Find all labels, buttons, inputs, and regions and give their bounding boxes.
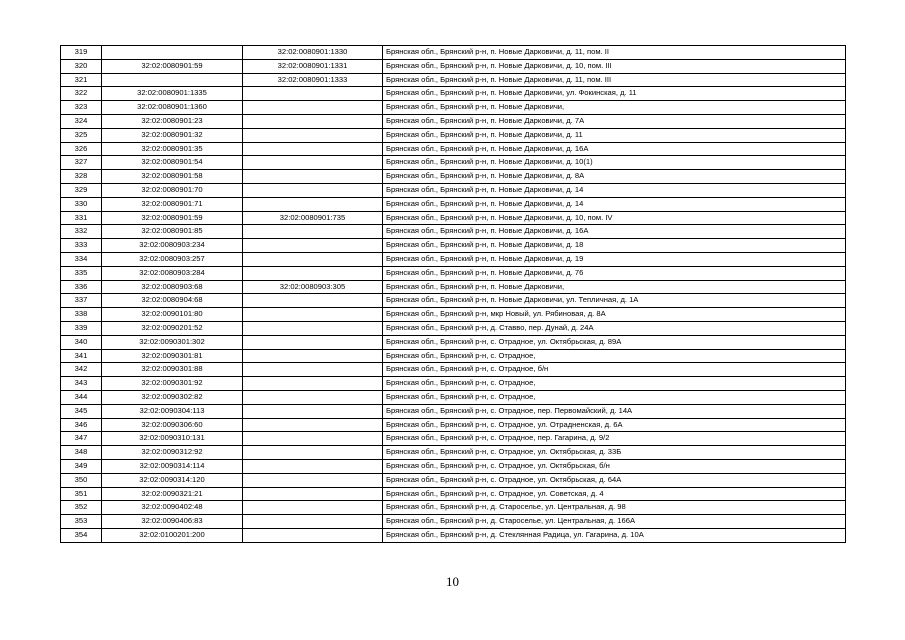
cadastral-number-cell: 32:02:0080903:234 bbox=[102, 239, 243, 253]
table-row bbox=[61, 101, 846, 115]
row-number-cell: 324 bbox=[61, 114, 102, 128]
address-cell: Брянская обл., Брянский р-н, д. Стеклянная Радица, ул. Гагарина, д. 10А bbox=[383, 528, 846, 542]
row-number-cell: 336 bbox=[61, 280, 102, 294]
row-number-cell: 332 bbox=[61, 225, 102, 239]
address-cell: Брянская обл., Брянский р-н, д. Староселье, ул. Центральная, д. 166А bbox=[383, 515, 846, 529]
table-row bbox=[61, 170, 846, 184]
cadastral-number-cell: 32:02:0090314:114 bbox=[102, 459, 243, 473]
address-cell: Брянская обл., Брянский р-н, п. Новые Дарковичи, д. 10, пом. III bbox=[383, 59, 846, 73]
related-cadastral-number-cell bbox=[243, 266, 383, 280]
related-cadastral-number-cell bbox=[243, 225, 383, 239]
row-number-cell: 351 bbox=[61, 487, 102, 501]
table-row bbox=[61, 432, 846, 446]
cadastral-number-cell: 32:02:0080901:1335 bbox=[102, 87, 243, 101]
table-row bbox=[61, 377, 846, 391]
related-cadastral-number-cell: 32:02:0080901:1331 bbox=[243, 59, 383, 73]
table-row bbox=[61, 515, 846, 529]
cadastral-number-cell: 32:02:0080901:54 bbox=[102, 156, 243, 170]
table-row bbox=[61, 294, 846, 308]
table-row bbox=[61, 156, 846, 170]
cadastral-number-cell: 32:02:0090301:88 bbox=[102, 363, 243, 377]
row-number-cell: 321 bbox=[61, 73, 102, 87]
address-cell: Брянская обл., Брянский р-н, с. Отрадное, пер. Первомайский, д. 14А bbox=[383, 404, 846, 418]
cadastral-number-cell: 32:02:0080903:68 bbox=[102, 280, 243, 294]
related-cadastral-number-cell bbox=[243, 418, 383, 432]
cadastral-number-cell: 32:02:0090406:83 bbox=[102, 515, 243, 529]
address-cell: Брянская обл., Брянский р-н, п. Новые Дарковичи, ул. Тепличная, д. 1А bbox=[383, 294, 846, 308]
related-cadastral-number-cell bbox=[243, 501, 383, 515]
row-number-cell: 353 bbox=[61, 515, 102, 529]
related-cadastral-number-cell bbox=[243, 321, 383, 335]
row-number-cell: 348 bbox=[61, 446, 102, 460]
table-row bbox=[61, 239, 846, 253]
table-row bbox=[61, 390, 846, 404]
related-cadastral-number-cell bbox=[243, 487, 383, 501]
table-row bbox=[61, 280, 846, 294]
row-number-cell: 335 bbox=[61, 266, 102, 280]
cadastral-number-cell: 32:02:0080901:70 bbox=[102, 183, 243, 197]
related-cadastral-number-cell bbox=[243, 335, 383, 349]
address-cell: Брянская обл., Брянский р-н, с. Отрадное, ул. Октябрьская, д. 89А bbox=[383, 335, 846, 349]
table-row bbox=[61, 404, 846, 418]
address-cell: Брянская обл., Брянский р-н, п. Новые Дарковичи, д. 10, пом. IV bbox=[383, 211, 846, 225]
related-cadastral-number-cell bbox=[243, 294, 383, 308]
row-number-cell: 328 bbox=[61, 170, 102, 184]
related-cadastral-number-cell bbox=[243, 114, 383, 128]
row-number-cell: 326 bbox=[61, 142, 102, 156]
row-number-cell: 329 bbox=[61, 183, 102, 197]
related-cadastral-number-cell bbox=[243, 432, 383, 446]
table-row bbox=[61, 308, 846, 322]
address-cell: Брянская обл., Брянский р-н, п. Новые Дарковичи, bbox=[383, 101, 846, 115]
related-cadastral-number-cell bbox=[243, 156, 383, 170]
cadastral-number-cell: 32:02:0080901:58 bbox=[102, 170, 243, 184]
cadastral-number-cell bbox=[102, 46, 243, 60]
cadastral-number-cell: 32:02:0090301:92 bbox=[102, 377, 243, 391]
table-row bbox=[61, 349, 846, 363]
cadastral-number-cell: 32:02:0080904:68 bbox=[102, 294, 243, 308]
address-cell: Брянская обл., Брянский р-н, п. Новые Дарковичи, д. 14 bbox=[383, 183, 846, 197]
row-number-cell: 354 bbox=[61, 528, 102, 542]
address-cell: Брянская обл., Брянский р-н, с. Отрадное, bbox=[383, 390, 846, 404]
address-cell: Брянская обл., Брянский р-н, с. Отрадное, ул. Советская, д. 4 bbox=[383, 487, 846, 501]
row-number-cell: 323 bbox=[61, 101, 102, 115]
table-row bbox=[61, 252, 846, 266]
table-row bbox=[61, 225, 846, 239]
row-number-cell: 343 bbox=[61, 377, 102, 391]
table-row bbox=[61, 87, 846, 101]
table-row bbox=[61, 487, 846, 501]
address-cell: Брянская обл., Брянский р-н, п. Новые Дарковичи, д. 18 bbox=[383, 239, 846, 253]
table-row bbox=[61, 459, 846, 473]
related-cadastral-number-cell bbox=[243, 101, 383, 115]
related-cadastral-number-cell: 32:02:0080903:305 bbox=[243, 280, 383, 294]
table-row bbox=[61, 418, 846, 432]
address-cell: Брянская обл., Брянский р-н, п. Новые Дарковичи, д. 76 bbox=[383, 266, 846, 280]
related-cadastral-number-cell bbox=[243, 252, 383, 266]
row-number-cell: 334 bbox=[61, 252, 102, 266]
row-number-cell: 320 bbox=[61, 59, 102, 73]
cadastral-number-cell: 32:02:0100201:200 bbox=[102, 528, 243, 542]
cadastral-number-cell: 32:02:0080901:1360 bbox=[102, 101, 243, 115]
related-cadastral-number-cell bbox=[243, 404, 383, 418]
cadastral-number-cell: 32:02:0090306:60 bbox=[102, 418, 243, 432]
cadastral-number-cell: 32:02:0090301:302 bbox=[102, 335, 243, 349]
table-row bbox=[61, 183, 846, 197]
table-row bbox=[61, 528, 846, 542]
related-cadastral-number-cell bbox=[243, 349, 383, 363]
table-row bbox=[61, 114, 846, 128]
cadastral-number-cell: 32:02:0090314:120 bbox=[102, 473, 243, 487]
row-number-cell: 339 bbox=[61, 321, 102, 335]
row-number-cell: 322 bbox=[61, 87, 102, 101]
related-cadastral-number-cell: 32:02:0080901:1330 bbox=[243, 46, 383, 60]
table-row bbox=[61, 473, 846, 487]
related-cadastral-number-cell: 32:02:0080901:1333 bbox=[243, 73, 383, 87]
row-number-cell: 330 bbox=[61, 197, 102, 211]
table-row bbox=[61, 363, 846, 377]
address-cell: Брянская обл., Брянский р-н, с. Отрадное, bbox=[383, 377, 846, 391]
cadastral-number-cell bbox=[102, 73, 243, 87]
related-cadastral-number-cell: 32:02:0080901:735 bbox=[243, 211, 383, 225]
cadastral-number-cell: 32:02:0090304:113 bbox=[102, 404, 243, 418]
address-cell: Брянская обл., Брянский р-н, с. Отрадное, ул. Октябрьская, д. 64А bbox=[383, 473, 846, 487]
related-cadastral-number-cell bbox=[243, 128, 383, 142]
address-cell: Брянская обл., Брянский р-н, с. Отрадное, ул. Октябрьская, д. 33Б bbox=[383, 446, 846, 460]
address-cell: Брянская обл., Брянский р-н, п. Новые Дарковичи, д. 10(1) bbox=[383, 156, 846, 170]
row-number-cell: 352 bbox=[61, 501, 102, 515]
related-cadastral-number-cell bbox=[243, 197, 383, 211]
table-row bbox=[61, 73, 846, 87]
related-cadastral-number-cell bbox=[243, 528, 383, 542]
table-row bbox=[61, 197, 846, 211]
related-cadastral-number-cell bbox=[243, 142, 383, 156]
row-number-cell: 327 bbox=[61, 156, 102, 170]
row-number-cell: 345 bbox=[61, 404, 102, 418]
table-row bbox=[61, 446, 846, 460]
address-cell: Брянская обл., Брянский р-н, п. Новые Дарковичи, д. 16А bbox=[383, 225, 846, 239]
row-number-cell: 347 bbox=[61, 432, 102, 446]
address-cell: Брянская обл., Брянский р-н, с. Отрадное, б/н bbox=[383, 363, 846, 377]
address-cell: Брянская обл., Брянский р-н, п. Новые Дарковичи, д. 16А bbox=[383, 142, 846, 156]
row-number-cell: 338 bbox=[61, 308, 102, 322]
address-cell: Брянская обл., Брянский р-н, п. Новые Дарковичи, ул. Фокинская, д. 11 bbox=[383, 87, 846, 101]
address-cell: Брянская обл., Брянский р-н, п. Новые Дарковичи, д. 8А bbox=[383, 170, 846, 184]
row-number-cell: 346 bbox=[61, 418, 102, 432]
page-number: 10 bbox=[446, 574, 459, 589]
registry-table-body bbox=[61, 46, 846, 543]
cadastral-number-cell: 32:02:0090312:92 bbox=[102, 446, 243, 460]
row-number-cell: 349 bbox=[61, 459, 102, 473]
row-number-cell: 319 bbox=[61, 46, 102, 60]
cadastral-number-cell: 32:02:0080901:71 bbox=[102, 197, 243, 211]
address-cell: Брянская обл., Брянский р-н, с. Отрадное, пер. Гагарина, д. 9/2 bbox=[383, 432, 846, 446]
table-row bbox=[61, 501, 846, 515]
cadastral-number-cell: 32:02:0080901:35 bbox=[102, 142, 243, 156]
address-cell: Брянская обл., Брянский р-н, мкр Новый, ул. Рябиновая, д. 8А bbox=[383, 308, 846, 322]
related-cadastral-number-cell bbox=[243, 446, 383, 460]
address-cell: Брянская обл., Брянский р-н, д. Староселье, ул. Центральная, д. 98 bbox=[383, 501, 846, 515]
address-cell: Брянская обл., Брянский р-н, с. Отрадное, ул. Отрадненская, д. 6А bbox=[383, 418, 846, 432]
cadastral-number-cell: 32:02:0090301:81 bbox=[102, 349, 243, 363]
related-cadastral-number-cell bbox=[243, 390, 383, 404]
table-row bbox=[61, 128, 846, 142]
row-number-cell: 341 bbox=[61, 349, 102, 363]
address-cell: Брянская обл., Брянский р-н, п. Новые Дарковичи, д. 19 bbox=[383, 252, 846, 266]
related-cadastral-number-cell bbox=[243, 170, 383, 184]
property-registry-table bbox=[60, 45, 846, 543]
address-cell: Брянская обл., Брянский р-н, с. Отрадное, ул. Октябрьская, б/н bbox=[383, 459, 846, 473]
row-number-cell: 344 bbox=[61, 390, 102, 404]
address-cell: Брянская обл., Брянский р-н, с. Отрадное, bbox=[383, 349, 846, 363]
cadastral-number-cell: 32:02:0080901:23 bbox=[102, 114, 243, 128]
row-number-cell: 325 bbox=[61, 128, 102, 142]
related-cadastral-number-cell bbox=[243, 473, 383, 487]
cadastral-number-cell: 32:02:0080901:32 bbox=[102, 128, 243, 142]
table-row bbox=[61, 59, 846, 73]
table-row bbox=[61, 46, 846, 60]
row-number-cell: 342 bbox=[61, 363, 102, 377]
related-cadastral-number-cell bbox=[243, 87, 383, 101]
address-cell: Брянская обл., Брянский р-н, п. Новые Дарковичи, bbox=[383, 280, 846, 294]
table-row bbox=[61, 321, 846, 335]
cadastral-number-cell: 32:02:0090402:48 bbox=[102, 501, 243, 515]
cadastral-number-cell: 32:02:0080903:284 bbox=[102, 266, 243, 280]
row-number-cell: 337 bbox=[61, 294, 102, 308]
table-row bbox=[61, 211, 846, 225]
related-cadastral-number-cell bbox=[243, 308, 383, 322]
cadastral-number-cell: 32:02:0080901:59 bbox=[102, 211, 243, 225]
table-row bbox=[61, 266, 846, 280]
cadastral-number-cell: 32:02:0080901:85 bbox=[102, 225, 243, 239]
cadastral-number-cell: 32:02:0090302:82 bbox=[102, 390, 243, 404]
row-number-cell: 340 bbox=[61, 335, 102, 349]
address-cell: Брянская обл., Брянский р-н, п. Новые Дарковичи, д. 11 bbox=[383, 128, 846, 142]
related-cadastral-number-cell bbox=[243, 363, 383, 377]
cadastral-number-cell: 32:02:0080903:257 bbox=[102, 252, 243, 266]
address-cell: Брянская обл., Брянский р-н, п. Новые Дарковичи, д. 11, пом. II bbox=[383, 46, 846, 60]
address-cell: Брянская обл., Брянский р-н, п. Новые Дарковичи, д. 7А bbox=[383, 114, 846, 128]
related-cadastral-number-cell bbox=[243, 515, 383, 529]
address-cell: Брянская обл., Брянский р-н, д. Ставво, пер. Дунай, д. 24А bbox=[383, 321, 846, 335]
cadastral-number-cell: 32:02:0090101:80 bbox=[102, 308, 243, 322]
related-cadastral-number-cell bbox=[243, 377, 383, 391]
related-cadastral-number-cell bbox=[243, 239, 383, 253]
cadastral-number-cell: 32:02:0080901:59 bbox=[102, 59, 243, 73]
related-cadastral-number-cell bbox=[243, 183, 383, 197]
cadastral-number-cell: 32:02:0090201:52 bbox=[102, 321, 243, 335]
table-row bbox=[61, 335, 846, 349]
address-cell: Брянская обл., Брянский р-н, п. Новые Дарковичи, д. 11, пом. III bbox=[383, 73, 846, 87]
related-cadastral-number-cell bbox=[243, 459, 383, 473]
cadastral-number-cell: 32:02:0090310:131 bbox=[102, 432, 243, 446]
table-row bbox=[61, 142, 846, 156]
row-number-cell: 333 bbox=[61, 239, 102, 253]
address-cell: Брянская обл., Брянский р-н, п. Новые Дарковичи, д. 14 bbox=[383, 197, 846, 211]
row-number-cell: 331 bbox=[61, 211, 102, 225]
cadastral-number-cell: 32:02:0090321:21 bbox=[102, 487, 243, 501]
row-number-cell: 350 bbox=[61, 473, 102, 487]
